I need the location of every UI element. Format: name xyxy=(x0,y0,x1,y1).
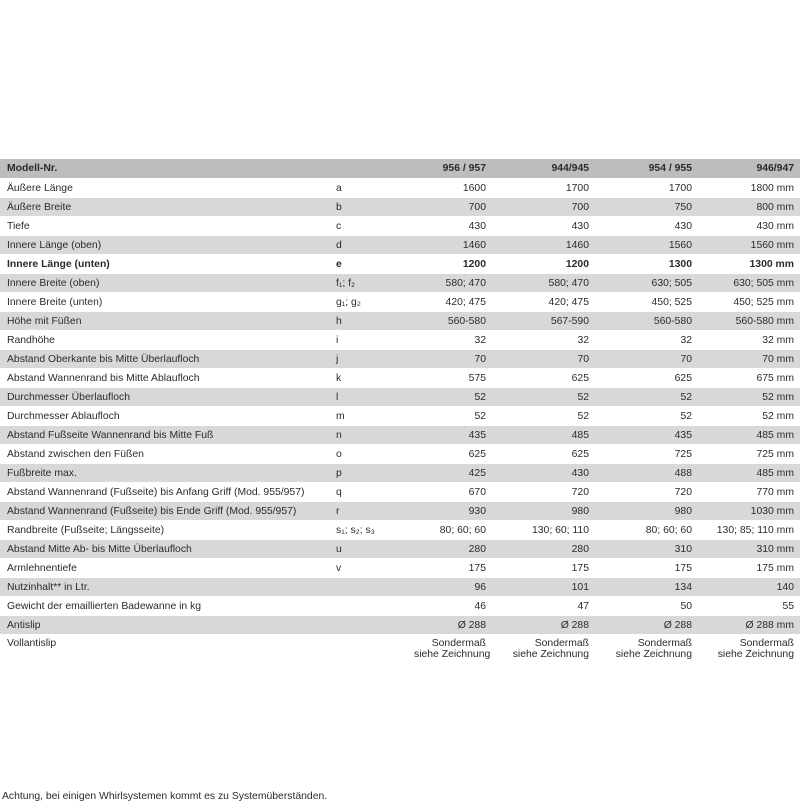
row-symbol: p xyxy=(332,464,410,483)
row-value-model-4: 70 mm xyxy=(696,350,800,369)
row-label: Durchmesser Überlaufloch xyxy=(0,388,332,407)
row-value-model-3: 450; 525 xyxy=(593,293,696,312)
row-value-model-1: 575 xyxy=(410,369,490,388)
row-value-model-3: 310 xyxy=(593,540,696,559)
row-symbol: f₁; f₂ xyxy=(332,274,410,293)
row-value-model-1: 560-580 xyxy=(410,312,490,331)
row-value-model-3: 625 xyxy=(593,369,696,388)
table-row xyxy=(0,350,800,369)
footnote: Achtung, bei einigen Whirlsystemen kommt es zu Systemüberständen. xyxy=(2,791,328,802)
row-value-model-1: 580; 470 xyxy=(410,274,490,293)
row-value-model-4: 560-580 mm xyxy=(696,312,800,331)
row-value-model-2: 1460 xyxy=(490,236,593,255)
row-value-model-2: 625 xyxy=(490,369,593,388)
spec-table xyxy=(0,159,800,669)
header-model-2: 944/945 xyxy=(490,159,593,179)
row-symbol: j xyxy=(332,350,410,369)
table-row xyxy=(0,312,800,331)
table-row xyxy=(0,483,800,502)
table-row xyxy=(0,255,800,274)
table-row xyxy=(0,407,800,426)
table-row xyxy=(0,179,800,198)
row-symbol xyxy=(332,616,410,635)
row-value-model-2: 52 xyxy=(490,407,593,426)
table-row xyxy=(0,559,800,578)
row-value-model-3: 134 xyxy=(593,578,696,597)
row-value-model-1: 625 xyxy=(410,445,490,464)
row-value-model-2: 430 xyxy=(490,217,593,236)
row-symbol: u xyxy=(332,540,410,559)
row-label: Abstand Wannenrand bis Mitte Ablaufloch xyxy=(0,369,332,388)
row-value-model-3: 1700 xyxy=(593,179,696,198)
table-row xyxy=(0,578,800,597)
row-value-model-2: 101 xyxy=(490,578,593,597)
row-value-model-2: 32 xyxy=(490,331,593,350)
row-value-model-3: 70 xyxy=(593,350,696,369)
row-value-model-3 xyxy=(593,635,696,669)
row-value-model-1: 80; 60; 60 xyxy=(410,521,490,540)
row-symbol: k xyxy=(332,369,410,388)
row-value-model-1: 175 xyxy=(410,559,490,578)
row-symbol: n xyxy=(332,426,410,445)
row-value-model-1: 670 xyxy=(410,483,490,502)
row-symbol: e xyxy=(332,255,410,274)
table-row xyxy=(0,540,800,559)
row-value-model-4 xyxy=(696,635,800,669)
row-value-model-2: 625 xyxy=(490,445,593,464)
header-model-1: 956 / 957 xyxy=(410,159,490,179)
row-value-model-3: 488 xyxy=(593,464,696,483)
row-label: Abstand Wannenrand (Fußseite) bis Ende Griff (Mod. 955/957) xyxy=(0,502,332,521)
row-label: Fußbreite max. xyxy=(0,464,332,483)
table-row xyxy=(0,388,800,407)
row-value-model-3: 435 xyxy=(593,426,696,445)
row-symbol: g₁; g₂ xyxy=(332,293,410,312)
row-value-model-4: 1300 mm xyxy=(696,255,800,274)
row-value-model-3: 1560 xyxy=(593,236,696,255)
see-drawing-text: siehe Zeichnung xyxy=(717,649,794,660)
table-header-row xyxy=(0,159,800,179)
row-value-model-1: 46 xyxy=(410,597,490,616)
table-row xyxy=(0,217,800,236)
row-value-model-1: 430 xyxy=(410,217,490,236)
row-value-model-2: 720 xyxy=(490,483,593,502)
row-value-model-4: 485 mm xyxy=(696,426,800,445)
row-label: Randhöhe xyxy=(0,331,332,350)
row-value-model-1: 1600 xyxy=(410,179,490,198)
row-label: Abstand Wannenrand (Fußseite) bis Anfang Griff (Mod. 955/957) xyxy=(0,483,332,502)
row-value-model-2: 420; 475 xyxy=(490,293,593,312)
see-drawing-text: siehe Zeichnung xyxy=(512,649,589,660)
table-row xyxy=(0,426,800,445)
row-value-model-2: 130; 60; 110 xyxy=(490,521,593,540)
row-value-model-2 xyxy=(490,635,593,669)
table-row xyxy=(0,236,800,255)
row-label: Nutzinhalt** in Ltr. xyxy=(0,578,332,597)
row-value-model-1: 435 xyxy=(410,426,490,445)
row-value-model-3: 725 xyxy=(593,445,696,464)
row-value-model-2: 430 xyxy=(490,464,593,483)
special-size-text: Sondermaß xyxy=(431,638,486,649)
row-symbol: c xyxy=(332,217,410,236)
row-label: Abstand zwischen den Füßen xyxy=(0,445,332,464)
row-symbol: a xyxy=(332,179,410,198)
table-row xyxy=(0,521,800,540)
row-value-model-4: 140 xyxy=(696,578,800,597)
table-row xyxy=(0,597,800,616)
row-value-model-1: 96 xyxy=(410,578,490,597)
special-size-text: Sondermaß xyxy=(739,638,794,649)
row-label: Vollantislip xyxy=(0,635,332,669)
row-value-model-4: 1560 mm xyxy=(696,236,800,255)
header-model-3: 954 / 955 xyxy=(593,159,696,179)
row-symbol: b xyxy=(332,198,410,217)
row-value-model-2: 580; 470 xyxy=(490,274,593,293)
row-label: Innere Breite (unten) xyxy=(0,293,332,312)
row-symbol xyxy=(332,578,410,597)
row-label: Abstand Fußseite Wannenrand bis Mitte Fuß xyxy=(0,426,332,445)
row-value-model-4: 800 mm xyxy=(696,198,800,217)
row-value-model-1: 1200 xyxy=(410,255,490,274)
row-symbol: i xyxy=(332,331,410,350)
row-value-model-2: Ø 288 xyxy=(490,616,593,635)
row-label: Randbreite (Fußseite; Längsseite) xyxy=(0,521,332,540)
row-value-model-2: 980 xyxy=(490,502,593,521)
row-label: Äußere Breite xyxy=(0,198,332,217)
row-symbol: m xyxy=(332,407,410,426)
table-row xyxy=(0,635,800,669)
row-value-model-1 xyxy=(410,635,490,669)
row-value-model-1: 700 xyxy=(410,198,490,217)
header-symbol xyxy=(332,159,410,179)
row-symbol: d xyxy=(332,236,410,255)
row-value-model-3: 52 xyxy=(593,388,696,407)
row-value-model-4: Ø 288 mm xyxy=(696,616,800,635)
row-value-model-4: 725 mm xyxy=(696,445,800,464)
row-value-model-3: 50 xyxy=(593,597,696,616)
row-value-model-3: 175 xyxy=(593,559,696,578)
row-value-model-2: 1200 xyxy=(490,255,593,274)
row-value-model-2: 567-590 xyxy=(490,312,593,331)
row-value-model-3: 32 xyxy=(593,331,696,350)
row-value-model-4: 130; 85; 110 mm xyxy=(696,521,800,540)
row-symbol: o xyxy=(332,445,410,464)
row-value-model-4: 32 mm xyxy=(696,331,800,350)
spec-sheet xyxy=(0,159,800,802)
row-value-model-3: 750 xyxy=(593,198,696,217)
row-value-model-4: 430 mm xyxy=(696,217,800,236)
row-value-model-2: 700 xyxy=(490,198,593,217)
row-symbol: h xyxy=(332,312,410,331)
row-value-model-2: 70 xyxy=(490,350,593,369)
table-row xyxy=(0,331,800,350)
see-drawing-text: siehe Zeichnung xyxy=(615,649,692,660)
row-label: Armlehnentiefe xyxy=(0,559,332,578)
row-label: Äußere Länge xyxy=(0,179,332,198)
header-model-4: 946/947 xyxy=(696,159,800,179)
table-row xyxy=(0,274,800,293)
row-value-model-1: 280 xyxy=(410,540,490,559)
row-value-model-1: 425 xyxy=(410,464,490,483)
row-value-model-4: 630; 505 mm xyxy=(696,274,800,293)
table-row xyxy=(0,464,800,483)
row-value-model-3: 630; 505 xyxy=(593,274,696,293)
row-value-model-1: 420; 475 xyxy=(410,293,490,312)
table-row xyxy=(0,502,800,521)
row-value-model-3: 1300 xyxy=(593,255,696,274)
row-value-model-3: 80; 60; 60 xyxy=(593,521,696,540)
row-value-model-4: 310 mm xyxy=(696,540,800,559)
row-label: Tiefe xyxy=(0,217,332,236)
row-label: Abstand Mitte Ab- bis Mitte Überlaufloch xyxy=(0,540,332,559)
see-drawing-text: siehe Zeichnung xyxy=(414,649,490,660)
row-value-model-2: 280 xyxy=(490,540,593,559)
row-value-model-2: 47 xyxy=(490,597,593,616)
row-value-model-3: 980 xyxy=(593,502,696,521)
special-size-text: Sondermaß xyxy=(637,638,692,649)
row-value-model-2: 1700 xyxy=(490,179,593,198)
row-value-model-1: 1460 xyxy=(410,236,490,255)
row-value-model-2: 52 xyxy=(490,388,593,407)
row-label: Durchmesser Ablaufloch xyxy=(0,407,332,426)
row-value-model-3: 560-580 xyxy=(593,312,696,331)
row-symbol: l xyxy=(332,388,410,407)
row-value-model-3: 52 xyxy=(593,407,696,426)
row-value-model-3: Ø 288 xyxy=(593,616,696,635)
row-value-model-1: 930 xyxy=(410,502,490,521)
row-label: Antislip xyxy=(0,616,332,635)
row-value-model-4: 52 mm xyxy=(696,407,800,426)
row-symbol xyxy=(332,597,410,616)
row-value-model-4: 675 mm xyxy=(696,369,800,388)
row-value-model-3: 720 xyxy=(593,483,696,502)
row-value-model-4: 175 mm xyxy=(696,559,800,578)
row-value-model-4: 770 mm xyxy=(696,483,800,502)
row-symbol: s₁; s₂; s₃ xyxy=(332,521,410,540)
row-value-model-4: 1800 mm xyxy=(696,179,800,198)
row-symbol: r xyxy=(332,502,410,521)
row-value-model-4: 485 mm xyxy=(696,464,800,483)
row-label: Höhe mit Füßen xyxy=(0,312,332,331)
row-symbol: q xyxy=(332,483,410,502)
row-value-model-1: 32 xyxy=(410,331,490,350)
row-value-model-1: 52 xyxy=(410,407,490,426)
table-row xyxy=(0,445,800,464)
header-label: Modell-Nr. xyxy=(0,159,332,179)
row-symbol xyxy=(332,635,410,669)
row-value-model-4: 52 mm xyxy=(696,388,800,407)
table-row xyxy=(0,616,800,635)
row-value-model-4: 450; 525 mm xyxy=(696,293,800,312)
special-size-text: Sondermaß xyxy=(534,638,589,649)
table-row xyxy=(0,293,800,312)
row-value-model-2: 485 xyxy=(490,426,593,445)
row-value-model-3: 430 xyxy=(593,217,696,236)
row-value-model-1: Ø 288 xyxy=(410,616,490,635)
row-symbol: v xyxy=(332,559,410,578)
row-value-model-4: 55 xyxy=(696,597,800,616)
row-value-model-1: 52 xyxy=(410,388,490,407)
row-value-model-1: 70 xyxy=(410,350,490,369)
row-value-model-4: 1030 mm xyxy=(696,502,800,521)
row-label: Innere Breite (oben) xyxy=(0,274,332,293)
row-label: Gewicht der emaillierten Badewanne in kg xyxy=(0,597,332,616)
table-row xyxy=(0,198,800,217)
row-label: Innere Länge (oben) xyxy=(0,236,332,255)
row-label: Abstand Oberkante bis Mitte Überlaufloch xyxy=(0,350,332,369)
table-row xyxy=(0,369,800,388)
row-value-model-2: 175 xyxy=(490,559,593,578)
row-label: Innere Länge (unten) xyxy=(0,255,332,274)
